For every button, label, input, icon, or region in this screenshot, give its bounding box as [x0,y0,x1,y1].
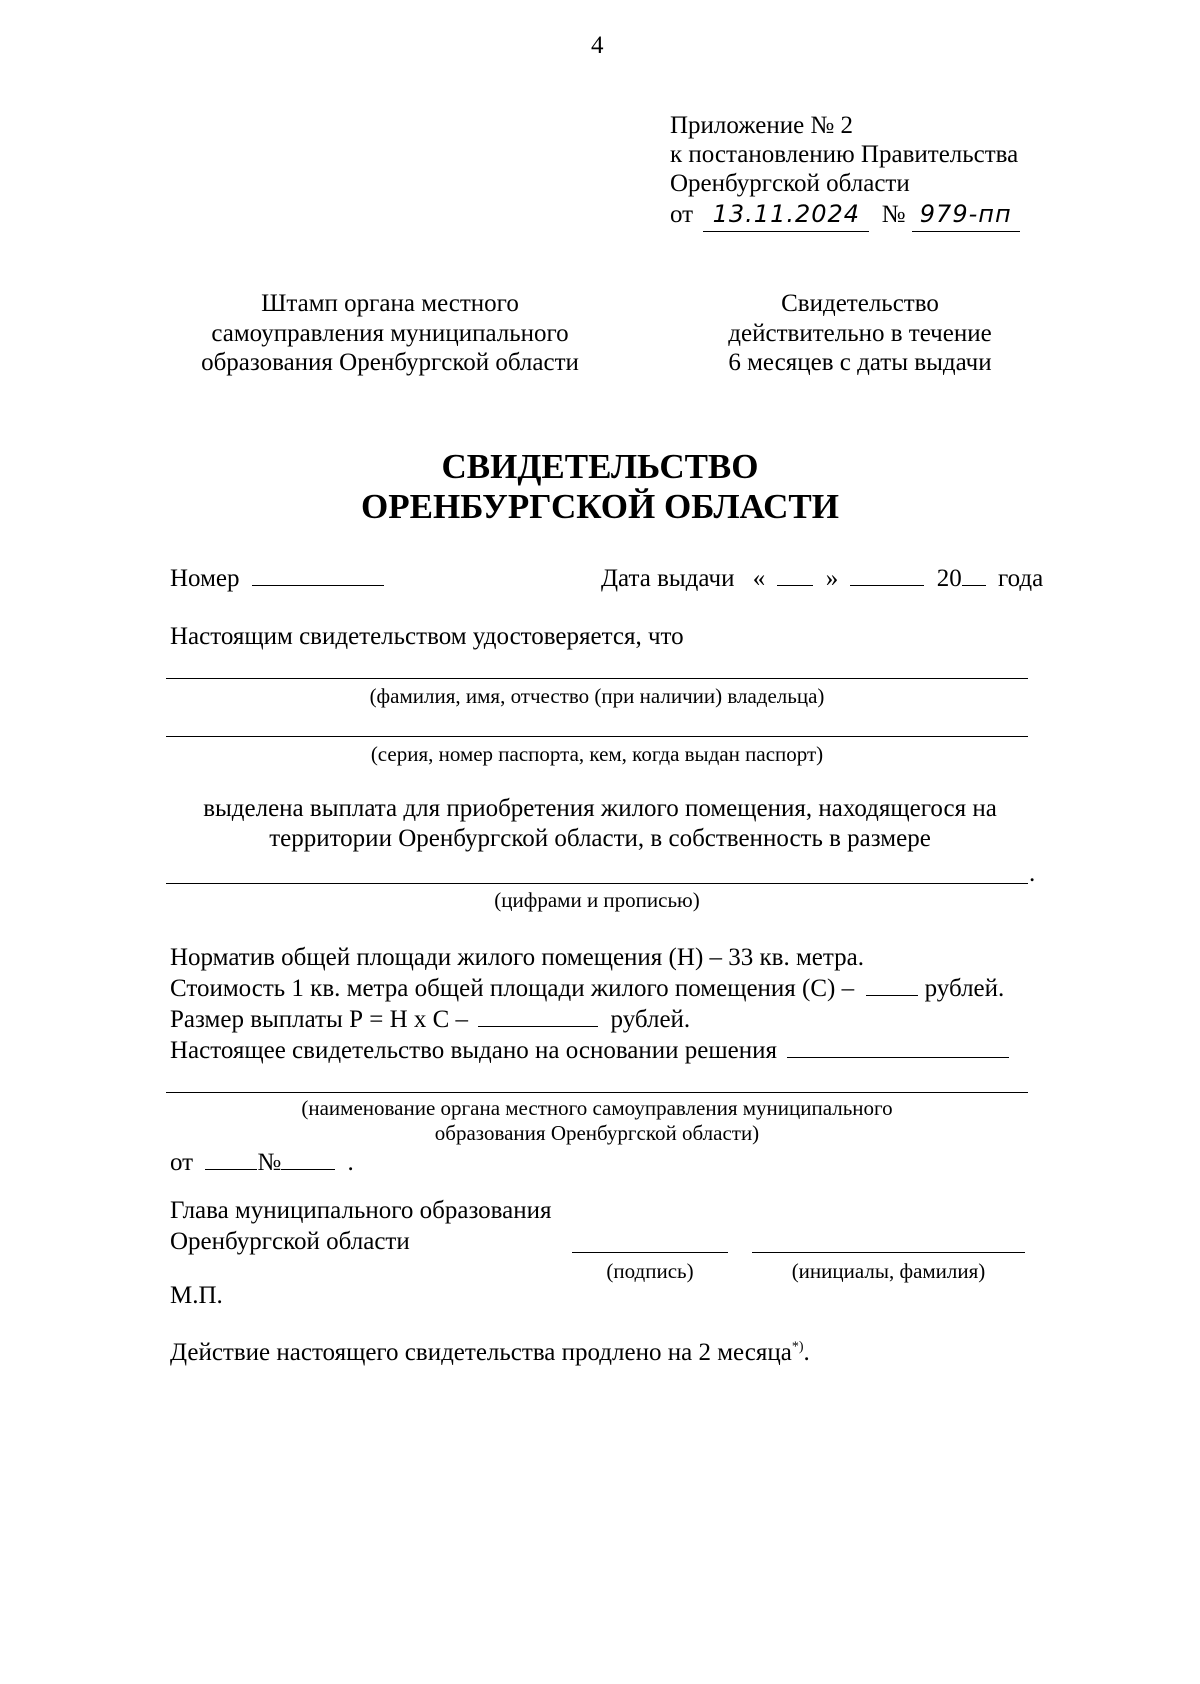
appendix-number-label: № [881,201,906,228]
caption-amount: (цифрами и прописью) [494,888,700,912]
from-no-row [170,1147,354,1179]
caption-body-line2: образования Оренбургской области) [434,1121,760,1145]
caption-passport: (серия, номер паспорта, кем, когда выдан паспорт) [370,742,824,766]
stamp-line1: Штамп органа местного [261,290,519,317]
payment-size-row [170,1004,690,1036]
document-title-line1: СВИДЕТЕЛЬСТВО [441,447,759,486]
cost-row [170,973,1004,1005]
payment-size-unit: рублей. [610,1006,691,1033]
issue-date-close-quote: » [825,565,839,592]
issue-day-blank[interactable] [777,563,813,586]
appendix-line2: к постановлению Правительства [670,141,1019,168]
amount-line[interactable] [166,883,1028,884]
signature-line[interactable] [572,1252,728,1253]
from-no-end: . [347,1149,354,1176]
head-line2: Оренбургской области [170,1228,410,1255]
number-blank[interactable] [252,563,384,586]
stamp-line2: самоуправления муниципального [211,320,569,347]
issue-year-blank[interactable] [962,563,986,586]
no-blank[interactable] [281,1147,335,1170]
passport-line[interactable] [166,736,1028,737]
stamp-line3: образования Оренбургской области [201,349,579,376]
payment-text-line2: территории Оренбургской области, в собственность в размере [269,825,931,852]
appendix-date-value: 13.11.2024 [712,200,861,228]
issue-year-prefix: 20 [936,565,962,592]
extension-text: Действие настоящего свидетельства продлено на 2 месяца [170,1339,792,1366]
body-name-line[interactable] [166,1092,1028,1093]
no-label: № [257,1149,282,1176]
basis-row [170,1035,1009,1067]
norm-text: Норматив общей площади жилого помещения (Н) – 33 кв. метра. [170,944,864,971]
issue-month-blank[interactable] [850,563,924,586]
number-label: Номер [170,565,240,592]
page-number: 4 [591,32,604,59]
basis-blank[interactable] [787,1035,1009,1058]
payment-text-line1: выделена выплата для приобретения жилого помещения, находящегося на [203,795,997,822]
owner-name-line[interactable] [166,678,1028,679]
basis-text: Настоящее свидетельство выдано на основании решения [170,1037,777,1064]
appendix-line1: Приложение № 2 [670,112,854,139]
cost-text: Стоимость 1 кв. метра общей площади жилого помещения (С) – [170,975,855,1002]
extension-row [170,1337,810,1369]
validity-line1: Свидетельство [781,290,939,317]
cost-blank[interactable] [866,973,918,996]
caption-signature: (подпись) [606,1259,694,1283]
appendix-line3: Оренбургской области [670,170,910,197]
caption-owner: (фамилия, имя, отчество (при наличии) владельца) [369,684,825,708]
appendix-date-line [670,198,1020,232]
appendix-number-field [912,198,1020,232]
extension-footnote: *) [791,1339,804,1355]
document-title-line2: ОРЕНБУРГСКОЙ ОБЛАСТИ [361,487,839,526]
validity-line3: 6 месяцев с даты выдачи [728,349,992,376]
from-label: от [170,1149,194,1176]
appendix-number-value: 979-пп [919,200,1012,228]
payment-size-formula: Размер выплаты Р = Н х С – [170,1006,469,1033]
amount-line-dot: . [1029,860,1036,887]
appendix-date-field [703,198,869,232]
certify-text: Настоящим свидетельством удостоверяется, что [170,623,684,650]
number-field-row [170,563,384,595]
head-line1: Глава муниципального образования [170,1197,552,1224]
cost-unit: рублей. [924,975,1005,1002]
seal-placeholder: М.П. [170,1282,223,1309]
from-date-blank[interactable] [205,1147,257,1170]
issue-date-open-quote: « [752,565,766,592]
appendix-from-label: от [670,201,694,228]
issue-date-label: Дата выдачи [601,565,735,592]
caption-initials: (инициалы, фамилия) [791,1259,986,1283]
issue-year-suffix: года [997,565,1044,592]
payment-size-blank[interactable] [478,1004,598,1027]
issue-date-row [601,563,1043,595]
caption-body-line1: (наименование органа местного самоуправления муниципального [301,1096,893,1120]
extension-end: . [803,1339,810,1366]
initials-line[interactable] [752,1252,1025,1253]
validity-line2: действительно в течение [728,320,992,347]
